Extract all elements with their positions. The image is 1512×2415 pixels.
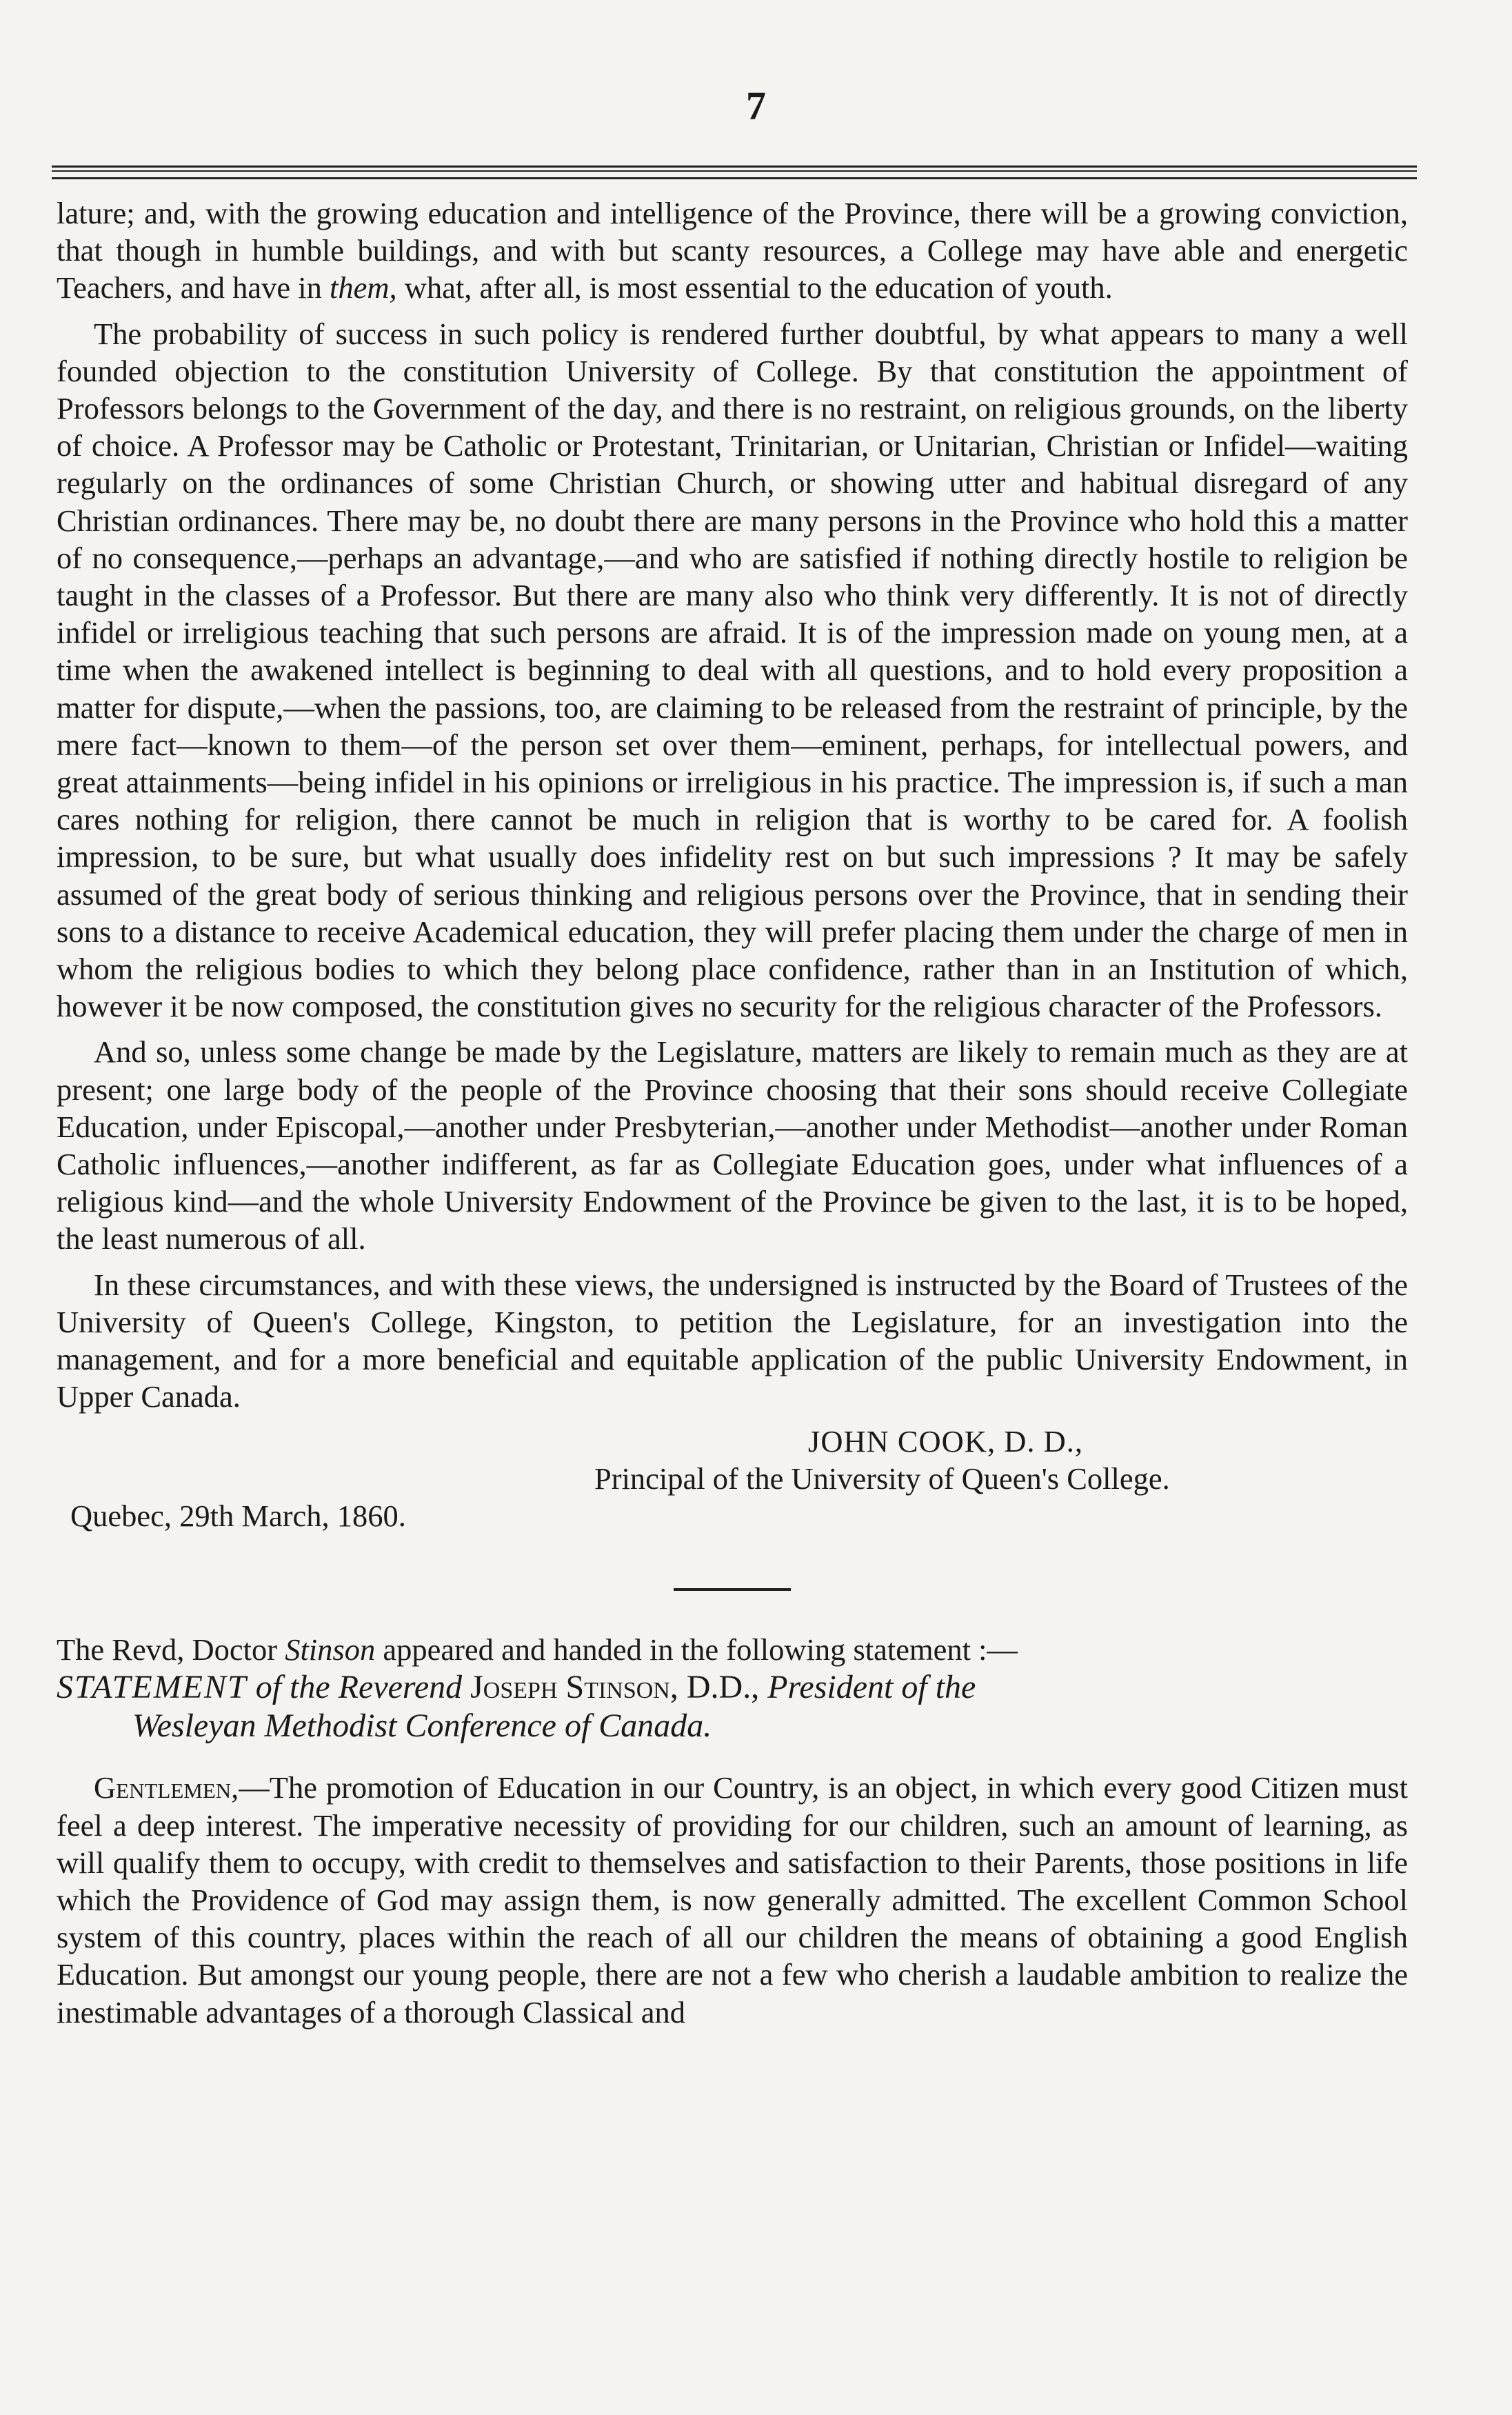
statement-word: STATEMENT	[57, 1669, 248, 1706]
statement-paragraph	[57, 1769, 1408, 2030]
statement-degree: D.D.,	[686, 1669, 760, 1706]
signature-name: JOHN COOK, D. D.,	[808, 1423, 1083, 1459]
statement-conference: Wesleyan Methodist Conference of Canada.	[132, 1707, 712, 1745]
statement-president: President of the	[767, 1669, 976, 1706]
paragraph-1-text: lature; and, with the growing education and intelligence of the Province, there will be a growing conviction, that though in humble buildings, and with but scanty resources, a College may have able and energetic Teachers, and have in	[57, 196, 1408, 305]
statement-text: —The promotion of Education in our Country, is an object, in which every good Citizen must feel a deep interest. The imperative necessity of providing for our children, such an amount of learning, as will qualify them to occupy, with credit to themselves and satisfaction to their Parents, those positions in life which the Providence of God may assign them, is now generally admitted. The excellent Common School system of this country, places within the reach of all our children the means of obtaining a good English Education. But amongst our young people, there are not a few who cherish a laudable ambition to realize the inestimable advantages of a thorough Classical and	[57, 1770, 1408, 2030]
page-number: 7	[746, 83, 766, 128]
paragraph-1-emphasis: them,	[329, 270, 397, 305]
paragraph-1-end: what, after all, is most essential to the education of youth.	[404, 270, 1113, 305]
paragraph-1	[57, 194, 1408, 307]
statement-reverend: Reverend	[338, 1669, 463, 1706]
statement-of-the: of the	[255, 1669, 330, 1706]
section-divider	[674, 1588, 791, 1591]
signature-title: Principal of the University of Queen's College.	[594, 1461, 1170, 1496]
statement-heading-line-2	[57, 1707, 1408, 1745]
statement-heading	[57, 1668, 1408, 1707]
paragraph-4: In these circumstances, and with these views, the undersigned is instructed by the Board of Trustees of the University of Queen's College, Kingston, to petition the Legislature, for an investigation into the management, and for a more beneficial and equitable application of the public University Endowment, in Upper Canada.	[57, 1267, 1408, 1414]
header-rule	[52, 166, 1417, 179]
paragraph-3: And so, unless some change be made by the Legislature, matters are likely to remain much as they are at present; one large body of the people of the Province choosing that their sons should receive Collegiate Education, under Episcopal,—another under Presbyterian,—another under Methodist—another under Roman Catholic influences,—another indifferent, as far as Collegiate Education goes, under what influences of a religious kind—and the whole University Endowment of the Province be given to the last, it is to be hoped, the least numerous of all.	[57, 1034, 1408, 1256]
paragraph-2: The probability of success in such policy is rendered further doubtful, by what appears to many a well founded objection to the constitution University of College. By that constitution the appointment of Professors belongs to the Government of the day, and there is no restraint, on religious grounds, on the liberty of choice. A Professor may be Catholic or Protestant, Trinitarian, or Unitarian, Christian or Infidel—waiting regularly on the ordinances of some Christian Church, or showing utter and habitual disregard of any Christian ordinances. There may be, no doubt there are many persons in the Province who hold this a matter of no consequence,—perhaps an advantage,—and who are satisfied if nothing directly hostile to religion be taught in the classes of a Professor. But there are many also who think very differently. It is not of directly infidel or irreligious teaching that such persons are afraid. It is of the impression made on young men, at a time when the awakened intellect is beginning to deal with all questions, and to hold every proposition a matter for dispute,—when the passions, too, are claiming to be released from the restraint of principle, by the mere fact—known to them—of the person set over them—eminent, perhaps, for intellectual powers, and great attainments—being infidel in his opinions or irreligious in his practice. The impression is, if such a man cares nothing for religion, there cannot be much in religion that is worthy to be cared for. A foolish impression, to be sure, but what usually does infidelity rest on but such impressions ? It may be safely assumed of the great body of serious thinking and religious persons over the Province, that in sending their sons to a distance to receive Academical education, they will prefer placing them under the charge of men in whom the religious bodies to which they belong place confidence, rather than in an Institution of which, however it be now composed, the constitution gives no security for the religious character of the Professors.	[57, 316, 1408, 1024]
intro-before: The Revd, Doctor	[57, 1632, 278, 1667]
signature-date: Quebec, 29th March, 1860.	[70, 1498, 406, 1533]
statement-person-name: Joseph Stinson,	[470, 1669, 678, 1706]
page-body	[57, 194, 1408, 2031]
statement-salutation: Gentlemen,	[94, 1770, 239, 1805]
intro-line	[57, 1631, 1408, 1668]
intro-after: appeared and handed in the following statement :—	[383, 1632, 1018, 1667]
intro-name: Stinson	[285, 1632, 376, 1667]
